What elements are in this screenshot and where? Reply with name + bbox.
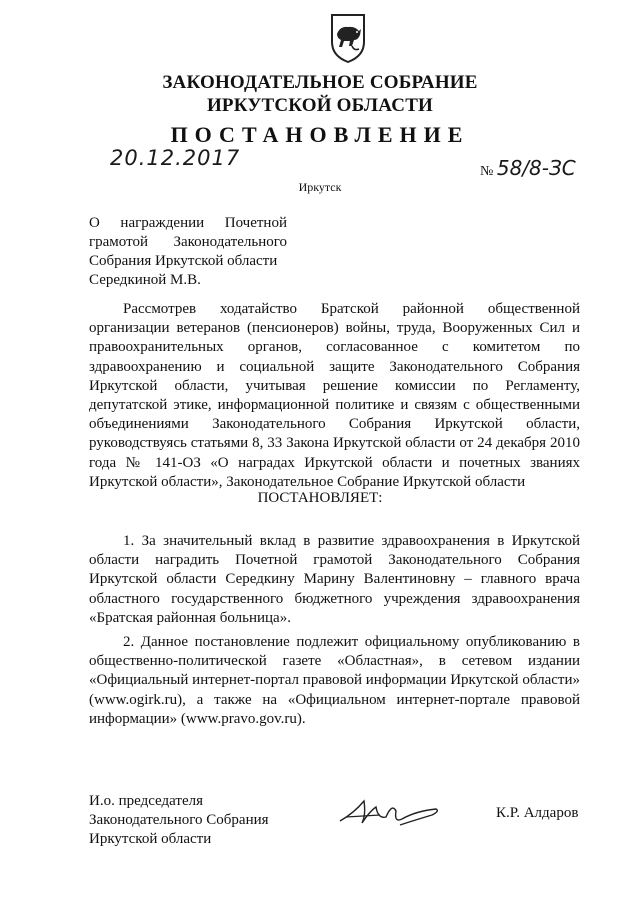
decree-item-1: 1. За значительный вклад в развитие здравоохранения в Иркутской области наградить Почетной грамотой Законодательного Собрания Иркутской области Середкину Марину Валентиновну – главного врача областного государственного бюджетного учреждения здравоохранения «Братская районная больница». — [89, 533, 580, 626]
subject-line: Собрания Иркутской области — [89, 253, 278, 269]
subject-block — [89, 214, 287, 290]
subject-line: грамотой Законодательного — [89, 234, 287, 250]
city-name: Иркутск — [298, 180, 342, 194]
decree-item-2: 2. Данное постановление подлежит официальному опубликованию в общественно-политической газете «Областная», в сетевом издании «Официальный интернет-портал правовой информации Иркутской области» (www.ogirk.ru), а также на «Официальном интернет-портале правовой информации» (www.pravo.gov.ru). — [89, 634, 580, 727]
document-number — [480, 156, 576, 180]
document-type: ПОСТАНОВЛЕНИЕ — [170, 122, 470, 147]
signer-name: К.Р. Алдаров — [496, 805, 579, 821]
subject-line: Середкиной М.В. — [89, 272, 201, 288]
number-prefix: № — [480, 164, 494, 179]
coat-of-arms-icon — [328, 12, 368, 64]
number-value: 58/8-ЗС — [496, 156, 576, 180]
preamble-paragraph: Рассмотрев ходатайство Братской районной общественной организации ветеранов (пенсионеров) войны, труда, Вооруженных Сил и правоохранительных органов, согласованное с комитетом по здравоохранению и социальной защите Законодательного Собрания Иркутской области, учитывая решение комиссии по Регламенту, депутатской этике, информационной политике и связям с общественными объединениями Законодательного Собрания Иркутской области, руководствуясь статьями 8, 33 Закона Иркутской области от 24 декабря 2010 года № 141-ОЗ «О наградах Иркутской области и почетных званиях Иркутской области», Законодательное Собрание Иркутской области — [89, 301, 580, 490]
org-name-line1: ЗАКОНОДАТЕЛЬНОЕ СОБРАНИЕ — [162, 72, 478, 93]
position-line: И.о. председателя — [89, 793, 204, 809]
position-line: Иркутской области — [89, 831, 212, 847]
signatory-position — [89, 792, 269, 849]
document-date: 20.12.2017 — [110, 146, 241, 170]
handwritten-signature — [336, 793, 446, 833]
decree-heading: ПОСТАНОВЛЯЕТ: — [257, 490, 383, 506]
org-name-line2: ИРКУТСКОЙ ОБЛАСТИ — [206, 95, 434, 116]
position-line: Законодательного Собрания — [89, 812, 269, 828]
subject-line: О награждении Почетной — [89, 215, 287, 231]
